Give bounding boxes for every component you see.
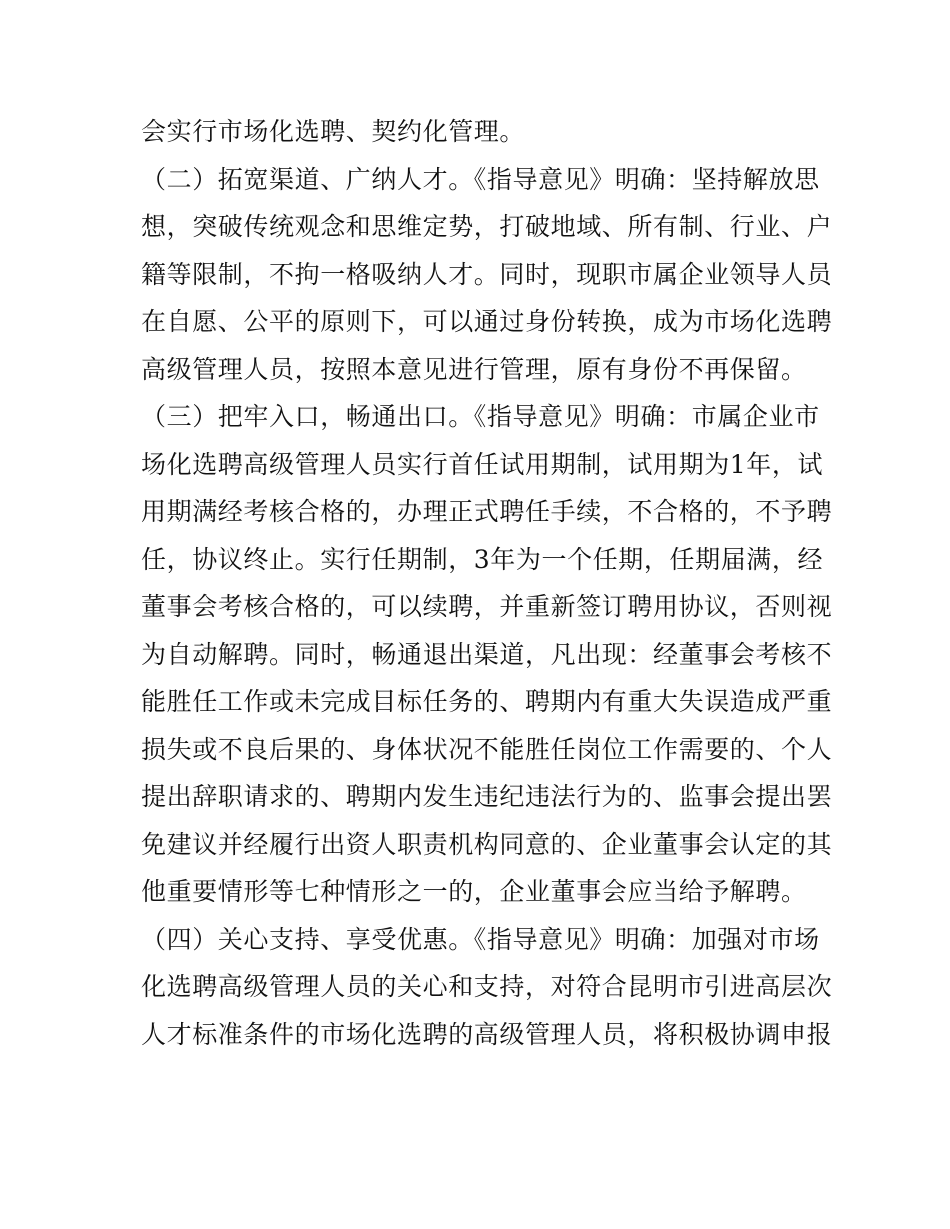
text-line: 会实行市场化选聘、契约化管理。 <box>141 117 526 146</box>
text-line: 用期满经考核合格的，办理正式聘任手续，不合格的，不予聘 <box>141 497 833 526</box>
text-line: 籍等限制，不拘一格吸纳人才。同时，现职市属企业领导人员 <box>141 259 833 289</box>
text-line: （二）拓宽渠道、广纳人才。《指导意见》明确：坚持解放思 <box>141 164 820 194</box>
text-line: 提出辞职请求的、聘期内发生违纪违法行为的、监事会提出罢 <box>141 782 833 811</box>
text-line: 能胜任工作或未完成目标任务的、聘期内有重大失误造成严重 <box>141 687 833 716</box>
text-line: 为自动解聘。同时，畅通退出渠道，凡出现：经董事会考核不 <box>141 639 833 669</box>
text-line: 人才标准条件的市场化选聘的高级管理人员，将积极协调申报 <box>141 1019 833 1049</box>
text-line: 损失或不良后果的、身体状况不能胜任岗位工作需要的、个人 <box>141 734 833 764</box>
text-line: 在自愿、公平的原则下，可以通过身份转换，成为市场化选聘 <box>141 307 833 336</box>
text-line: 高级管理人员，按照本意见进行管理，原有身份不再保留。 <box>141 354 807 384</box>
text-line: （四）关心支持、享受优惠。《指导意见》明确：加强对市场 <box>141 924 820 954</box>
document-body-text <box>141 108 833 1058</box>
text-line: 场化选聘高级管理人员实行首任试用期制，试用期为1年，试 <box>141 449 824 479</box>
text-line: （三）把牢入口，畅通出口。《指导意见》明确：市属企业市 <box>141 402 820 431</box>
text-line: 任，协议终止。实行任期制，3年为一个任期，任期届满，经 <box>141 544 824 574</box>
text-line: 化选聘高级管理人员的关心和支持，对符合昆明市引进高层次 <box>141 972 833 1001</box>
text-line: 董事会考核合格的，可以续聘，并重新签订聘用协议，否则视 <box>141 592 833 621</box>
text-line: 想，突破传统观念和思维定势，打破地域、所有制、行业、户 <box>141 212 833 241</box>
text-line: 免建议并经履行出资人职责机构同意的、企业董事会认定的其 <box>141 829 833 859</box>
text-line: 他重要情形等七种情形之一的，企业董事会应当给予解聘。 <box>141 877 807 906</box>
